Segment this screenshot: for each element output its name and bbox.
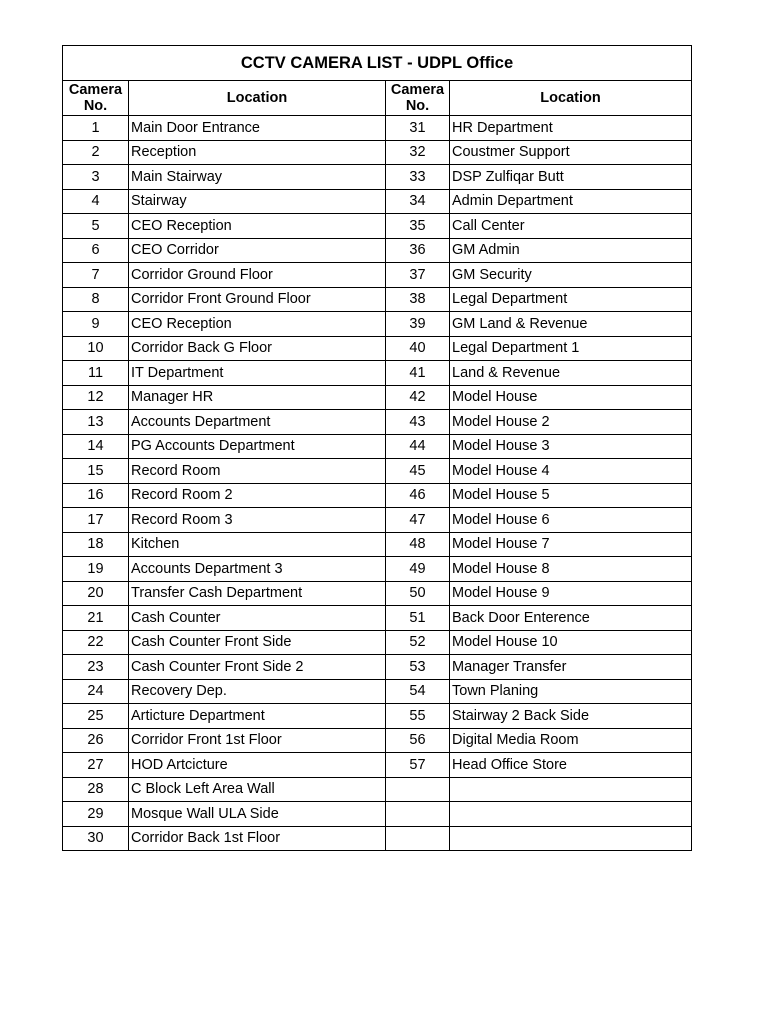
camera-no-left: 3 — [63, 165, 129, 190]
table-row — [63, 679, 692, 704]
location-left: PG Accounts Department — [129, 434, 386, 459]
location-left: Stairway — [129, 189, 386, 214]
camera-no-left: 21 — [63, 606, 129, 631]
camera-no-right: 39 — [386, 312, 450, 337]
camera-no-left: 24 — [63, 679, 129, 704]
location-right: Stairway 2 Back Side — [450, 704, 692, 729]
header-location-left: Location — [129, 81, 386, 116]
camera-no-left: 5 — [63, 214, 129, 239]
table-row — [63, 238, 692, 263]
location-left: Corridor Back 1st Floor — [129, 826, 386, 851]
camera-no-left: 12 — [63, 385, 129, 410]
camera-no-left: 13 — [63, 410, 129, 435]
location-right: Model House 7 — [450, 532, 692, 557]
camera-no-right: 31 — [386, 116, 450, 141]
camera-no-left: 28 — [63, 777, 129, 802]
location-left: Reception — [129, 140, 386, 165]
camera-no-left: 29 — [63, 802, 129, 827]
location-right — [450, 826, 692, 851]
camera-no-left: 1 — [63, 116, 129, 141]
camera-no-left: 16 — [63, 483, 129, 508]
location-right: GM Land & Revenue — [450, 312, 692, 337]
location-left: Accounts Department — [129, 410, 386, 435]
camera-no-right: 53 — [386, 655, 450, 680]
table-row — [63, 728, 692, 753]
table-row — [63, 263, 692, 288]
camera-no-left: 8 — [63, 287, 129, 312]
location-right: Admin Department — [450, 189, 692, 214]
location-right: Digital Media Room — [450, 728, 692, 753]
location-right: Call Center — [450, 214, 692, 239]
table-row — [63, 189, 692, 214]
location-right: Coustmer Support — [450, 140, 692, 165]
camera-no-left: 10 — [63, 336, 129, 361]
table-row — [63, 361, 692, 386]
table-row — [63, 312, 692, 337]
location-left: Corridor Ground Floor — [129, 263, 386, 288]
table-row — [63, 508, 692, 533]
camera-no-right: 54 — [386, 679, 450, 704]
table-row — [63, 532, 692, 557]
camera-no-right: 34 — [386, 189, 450, 214]
camera-no-left: 23 — [63, 655, 129, 680]
location-right: Model House 6 — [450, 508, 692, 533]
location-left: Corridor Back G Floor — [129, 336, 386, 361]
location-left: Cash Counter Front Side 2 — [129, 655, 386, 680]
table-row — [63, 777, 692, 802]
camera-no-right: 32 — [386, 140, 450, 165]
location-left: CEO Corridor — [129, 238, 386, 263]
location-left: Articture Department — [129, 704, 386, 729]
table-row — [63, 336, 692, 361]
camera-no-left: 22 — [63, 630, 129, 655]
location-right: Land & Revenue — [450, 361, 692, 386]
table-row — [63, 287, 692, 312]
camera-no-right: 49 — [386, 557, 450, 582]
table-row — [63, 802, 692, 827]
location-right: Model House — [450, 385, 692, 410]
location-right: Model House 2 — [450, 410, 692, 435]
table-row — [63, 655, 692, 680]
location-right: Manager Transfer — [450, 655, 692, 680]
camera-no-left: 20 — [63, 581, 129, 606]
camera-no-right: 37 — [386, 263, 450, 288]
table-row — [63, 116, 692, 141]
camera-no-right: 50 — [386, 581, 450, 606]
camera-no-right: 43 — [386, 410, 450, 435]
camera-no-right: 35 — [386, 214, 450, 239]
table-body — [63, 116, 692, 851]
location-right: Model House 8 — [450, 557, 692, 582]
camera-no-right: 57 — [386, 753, 450, 778]
location-right: Legal Department — [450, 287, 692, 312]
location-left: Accounts Department 3 — [129, 557, 386, 582]
camera-no-left: 6 — [63, 238, 129, 263]
location-right: GM Security — [450, 263, 692, 288]
location-left: Corridor Front 1st Floor — [129, 728, 386, 753]
table-row — [63, 826, 692, 851]
header-location-right: Location — [450, 81, 692, 116]
table-row — [63, 753, 692, 778]
camera-no-right: 41 — [386, 361, 450, 386]
location-right — [450, 777, 692, 802]
location-right: GM Admin — [450, 238, 692, 263]
location-left: Recovery Dep. — [129, 679, 386, 704]
location-left: Cash Counter Front Side — [129, 630, 386, 655]
camera-no-right: 40 — [386, 336, 450, 361]
table-row — [63, 606, 692, 631]
camera-no-right: 47 — [386, 508, 450, 533]
camera-no-left: 14 — [63, 434, 129, 459]
location-left: CEO Reception — [129, 214, 386, 239]
table-row — [63, 483, 692, 508]
camera-no-left: 11 — [63, 361, 129, 386]
camera-no-left: 7 — [63, 263, 129, 288]
location-left: Record Room 2 — [129, 483, 386, 508]
camera-no-right: 45 — [386, 459, 450, 484]
camera-no-left: 27 — [63, 753, 129, 778]
location-left: Manager HR — [129, 385, 386, 410]
camera-no-left: 2 — [63, 140, 129, 165]
location-left: IT Department — [129, 361, 386, 386]
table-title: CCTV CAMERA LIST - UDPL Office — [63, 46, 692, 81]
camera-no-left: 4 — [63, 189, 129, 214]
camera-no-left: 25 — [63, 704, 129, 729]
camera-no-right: 52 — [386, 630, 450, 655]
location-left: Transfer Cash Department — [129, 581, 386, 606]
location-right: Model House 10 — [450, 630, 692, 655]
table-row — [63, 434, 692, 459]
table-row — [63, 704, 692, 729]
camera-no-right — [386, 777, 450, 802]
location-right: Model House 3 — [450, 434, 692, 459]
camera-no-right: 51 — [386, 606, 450, 631]
location-left: C Block Left Area Wall — [129, 777, 386, 802]
camera-no-right: 44 — [386, 434, 450, 459]
table-row — [63, 140, 692, 165]
location-right: DSP Zulfiqar Butt — [450, 165, 692, 190]
table-row — [63, 630, 692, 655]
location-right: Model House 9 — [450, 581, 692, 606]
camera-no-right: 33 — [386, 165, 450, 190]
location-right: Model House 5 — [450, 483, 692, 508]
table-row — [63, 557, 692, 582]
location-right: Back Door Enterence — [450, 606, 692, 631]
location-left: Cash Counter — [129, 606, 386, 631]
location-right: HR Department — [450, 116, 692, 141]
location-left: Corridor Front Ground Floor — [129, 287, 386, 312]
location-left: Mosque Wall ULA Side — [129, 802, 386, 827]
header-camera-no-right: Camera No. — [386, 81, 450, 116]
location-right: Head Office Store — [450, 753, 692, 778]
camera-list-table — [62, 45, 692, 851]
location-right — [450, 802, 692, 827]
table-row — [63, 214, 692, 239]
location-left: Main Stairway — [129, 165, 386, 190]
camera-no-left: 19 — [63, 557, 129, 582]
location-left: Main Door Entrance — [129, 116, 386, 141]
camera-no-right — [386, 826, 450, 851]
camera-list-sheet — [62, 45, 691, 851]
camera-no-right: 56 — [386, 728, 450, 753]
camera-no-right: 38 — [386, 287, 450, 312]
location-left: Kitchen — [129, 532, 386, 557]
location-left: HOD Artcicture — [129, 753, 386, 778]
location-right: Town Planing — [450, 679, 692, 704]
table-row — [63, 581, 692, 606]
camera-no-left: 9 — [63, 312, 129, 337]
camera-no-right: 36 — [386, 238, 450, 263]
camera-no-right: 55 — [386, 704, 450, 729]
location-left: CEO Reception — [129, 312, 386, 337]
location-left: Record Room — [129, 459, 386, 484]
camera-no-right: 46 — [386, 483, 450, 508]
camera-no-left: 18 — [63, 532, 129, 557]
header-camera-no-left: Camera No. — [63, 81, 129, 116]
location-left: Record Room 3 — [129, 508, 386, 533]
camera-no-left: 30 — [63, 826, 129, 851]
location-right: Model House 4 — [450, 459, 692, 484]
table-row — [63, 410, 692, 435]
header-row — [63, 81, 692, 116]
camera-no-right — [386, 802, 450, 827]
location-right: Legal Department 1 — [450, 336, 692, 361]
camera-no-left: 15 — [63, 459, 129, 484]
camera-no-right: 42 — [386, 385, 450, 410]
title-row — [63, 46, 692, 81]
camera-no-left: 26 — [63, 728, 129, 753]
camera-no-left: 17 — [63, 508, 129, 533]
table-row — [63, 459, 692, 484]
table-row — [63, 165, 692, 190]
camera-no-right: 48 — [386, 532, 450, 557]
table-row — [63, 385, 692, 410]
